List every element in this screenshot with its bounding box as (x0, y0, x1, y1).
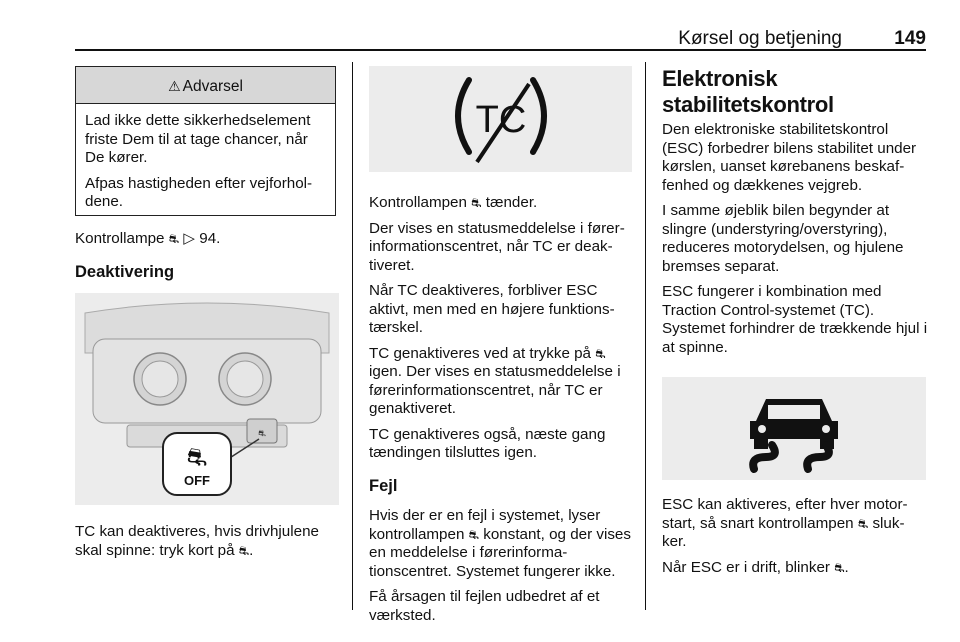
esc-lamp-icon: ⛐ (468, 527, 479, 542)
off-button-label: OFF (184, 473, 210, 488)
page-header (75, 20, 926, 50)
console-illustration (75, 293, 339, 505)
page-number: 149 (894, 28, 926, 49)
deactivate-text: TC kan deaktiveres, hvis drivhjulene skal spinne: tryk kort på (75, 523, 319, 559)
warning-text-1: Lad ikke dette sikkerhedselement friste Dem til at tage chancer, når De kører. (85, 112, 311, 166)
lamp-reference-label: Kontrollampe (75, 230, 165, 247)
middle-paragraph-6: Hvis der er en fejl i systemet, lyser kontrollampen ⛐ konstant, og der vises en meddelelse i førerinforma-tionscentret. Systemet fungerer ikke. (369, 507, 631, 580)
right-column (662, 66, 928, 577)
warning-title: Advarsel (182, 78, 243, 95)
page-reference[interactable]: 94. (199, 230, 221, 247)
tc-off-symbol (369, 66, 632, 172)
warning-box (75, 66, 336, 216)
lamp-reference (75, 230, 339, 249)
middle-paragraph-7: Få årsagen til fejlen udbedret af et værksted. (369, 588, 600, 624)
fault-heading: Fejl (369, 476, 398, 495)
warning-text-2: Afpas hastigheden efter vejforhol-dene. (85, 174, 313, 210)
esc-lamp-icon: ⛐ (857, 516, 869, 531)
tc-off-lamp-icon: ⛐ (471, 196, 482, 210)
warning-header (76, 67, 335, 104)
middle-column (369, 66, 632, 625)
middle-paragraph-4: TC genaktiveres ved at trykke på ⛐ igen. Der vises en statusmeddelelse i førerinformationscentret, når TC er genaktiveret. (369, 344, 621, 417)
tc-symbol-text: TC (475, 99, 527, 141)
esc-lamp-icon: ⛐ (238, 543, 250, 558)
esc-lamp-icon: ⛐ (595, 346, 606, 361)
column-divider-2 (645, 62, 646, 610)
warning-triangle-icon: ⚠ (168, 78, 181, 94)
middle-paragraph-3: Når TC deaktiveres, forbliver ESC aktivt, men med en højere funktions-tærskel. (369, 282, 615, 336)
deactivate-instructions: TC kan deaktiveres, hvis drivhjulene skal spinne: tryk kort på ⛐. (75, 523, 319, 559)
tc-off-lamp-icon: ⛐ (186, 443, 208, 471)
chapter-title: Kørsel og betjening (678, 28, 842, 49)
middle-paragraph-1: Kontrollampen ⛐ tænder. (369, 194, 538, 211)
svg-text:⛐: ⛐ (258, 429, 266, 439)
left-column (75, 66, 339, 560)
esc-lamp-icon: ⛐ (834, 560, 845, 575)
esc-heading: Elektronisk stabilitetskontrol (662, 66, 834, 117)
deactivation-heading: Deaktivering (75, 262, 175, 281)
right-paragraph-3: ESC fungerer i kombination med Traction Control-systemet (TC). Systemet forhindrer de trækkende hjul i at spinne. (662, 283, 928, 356)
right-paragraph-5: Når ESC er i drift, blinker ⛐. (662, 558, 849, 576)
middle-paragraph-2: Der vises en statusmeddelelse i fører-informationscentret, når TC er deak-tiveret. (369, 219, 625, 274)
right-paragraph-2: I samme øjeblik bilen begynder at slingre (understyring/overstyring), reduceres motorydelsen, og hjulene bremses separat. (662, 202, 904, 275)
column-divider-1 (352, 62, 353, 610)
page-reference-arrow-icon: ▷ (183, 230, 196, 247)
right-paragraph-1: Den elektroniske stabilitetskontrol (ESC) forbedrer bilens stabilitet under kørslen, uanset kørebanens beskaf-fenhed og dækkenes vejgreb. (662, 121, 917, 194)
esc-lamp-icon: ⛐ (168, 232, 180, 246)
header-rule (75, 49, 926, 51)
esc-skid-car-icon (662, 377, 926, 480)
right-paragraph-4: ESC kan aktiveres, efter hver motor-start, så snart kontrollampen ⛐ sluk-ker. (662, 496, 908, 550)
middle-paragraph-5: TC genaktiveres også, næste gang tændingen tilsluttes igen. (369, 425, 606, 461)
